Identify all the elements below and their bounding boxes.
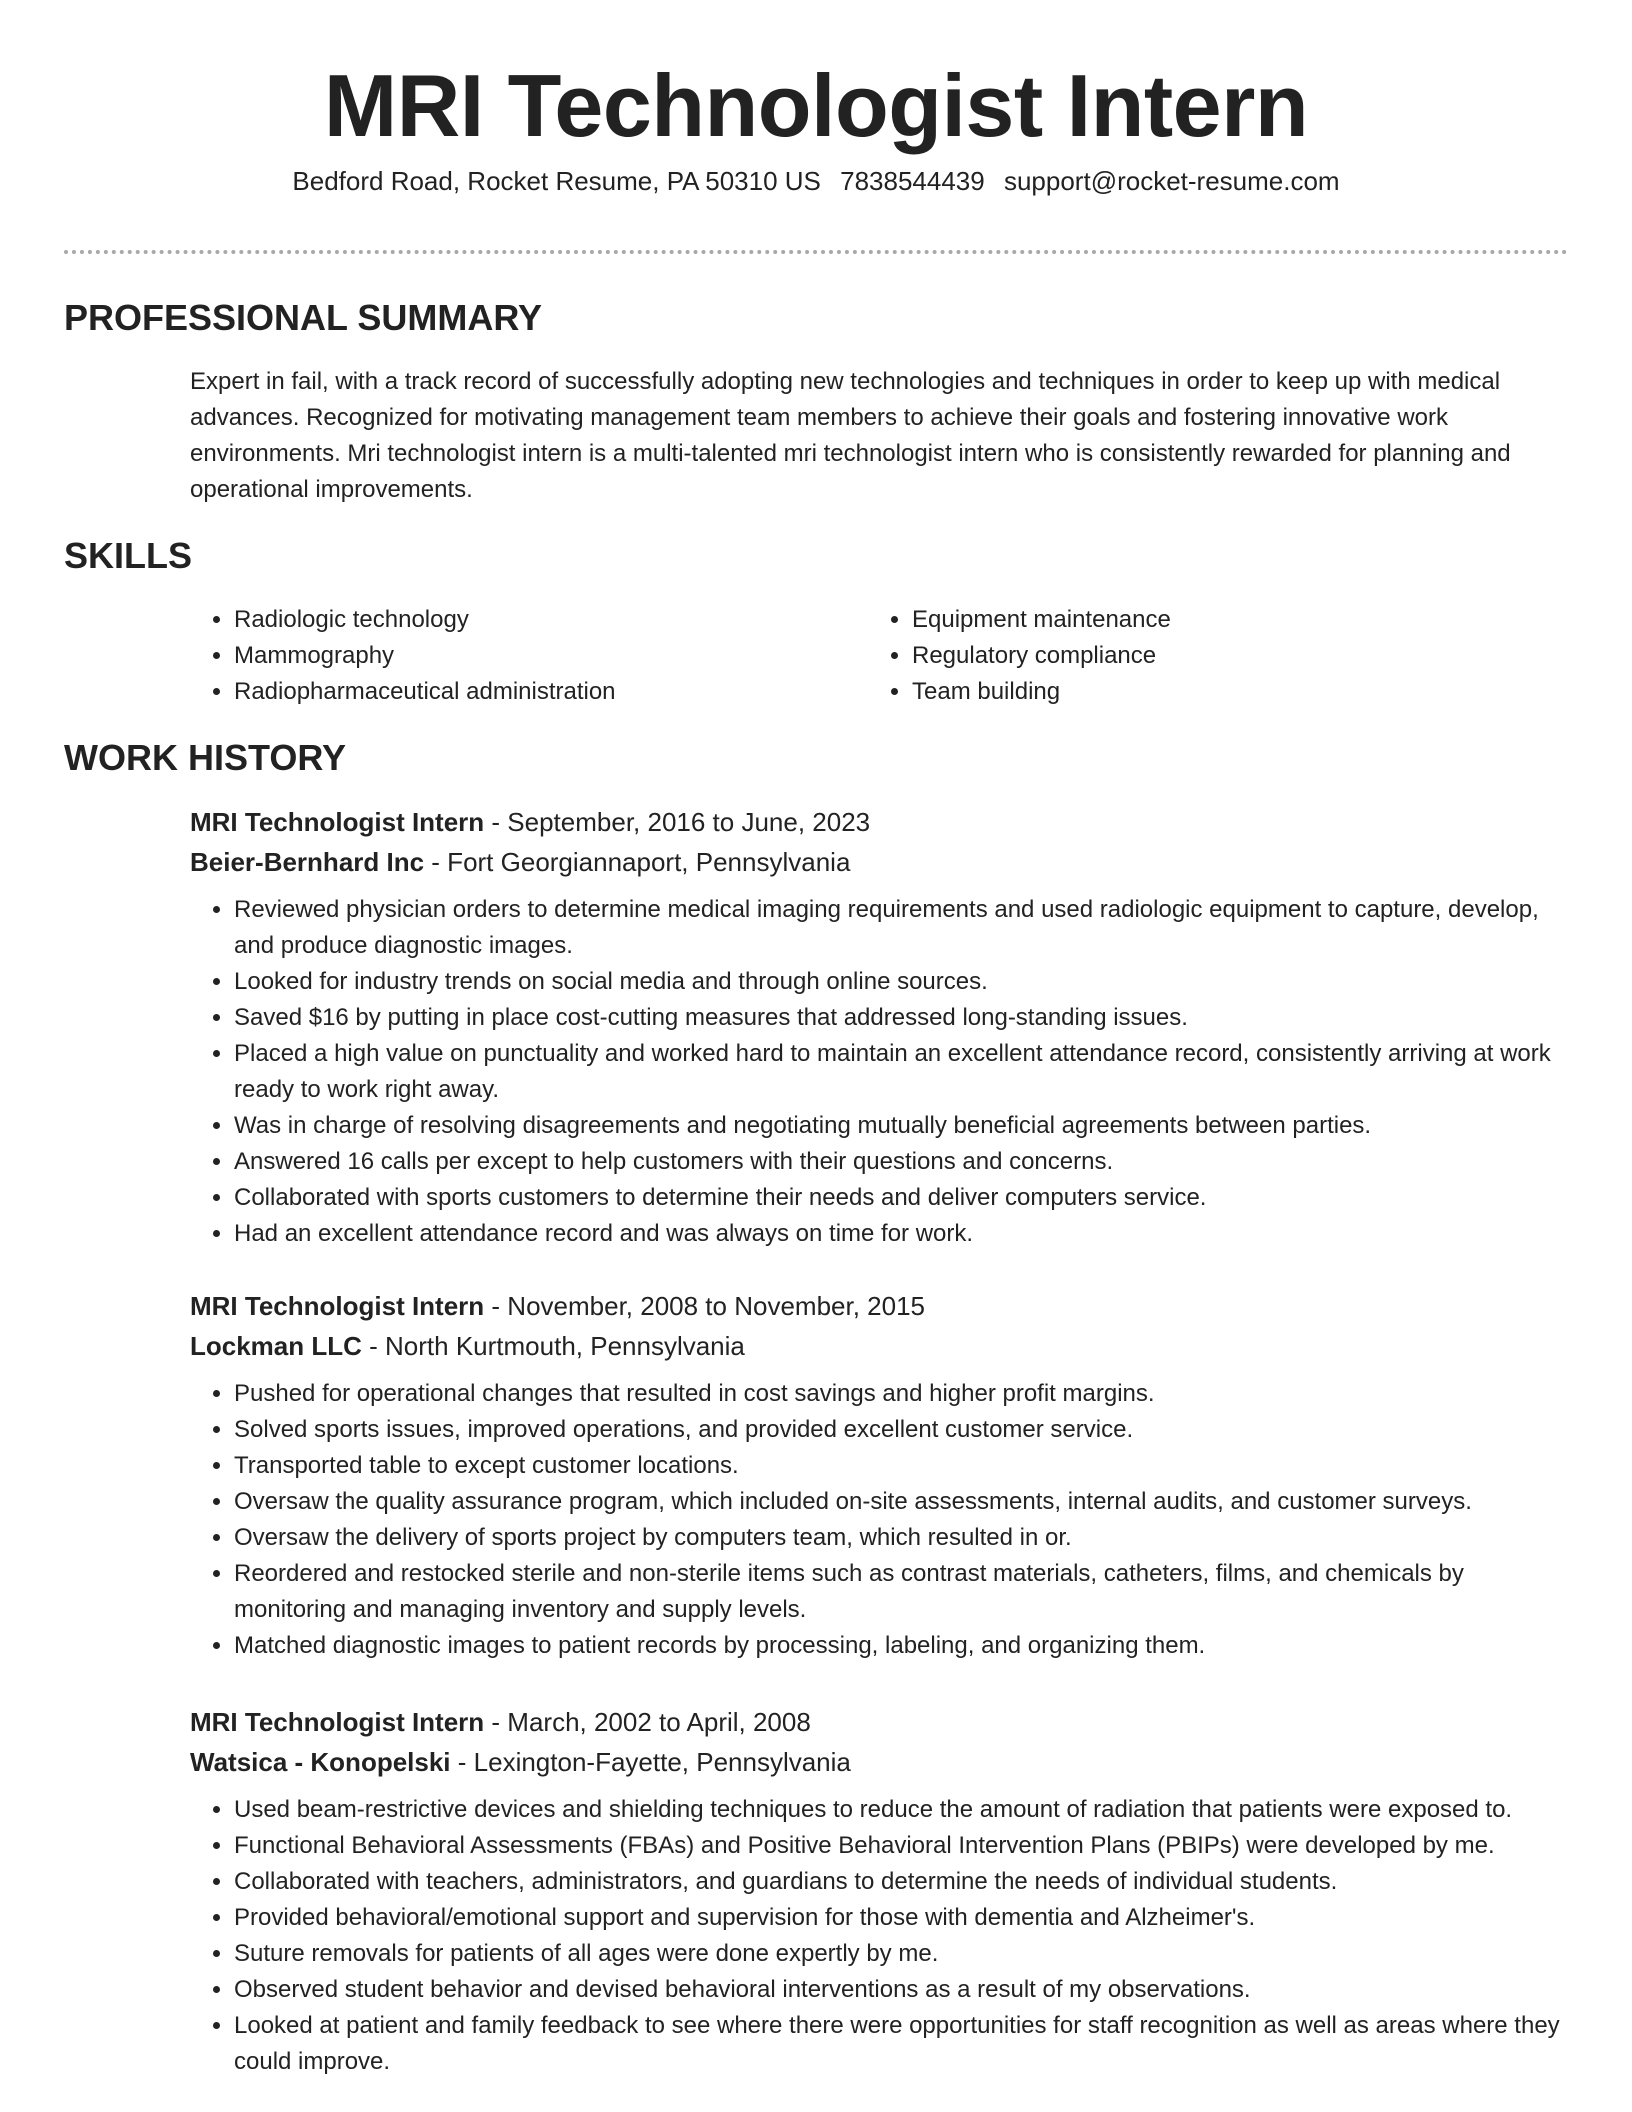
job-bullet: • Suture removals for patients of all ages were done expertly by me. (234, 1936, 1568, 1972)
resume-header (64, 0, 1568, 156)
skills-list-left (190, 602, 868, 710)
skill-item: • Radiopharmaceutical administration (234, 674, 868, 710)
job-title: MRI Technologist Intern (190, 807, 485, 837)
header-divider (64, 250, 1568, 254)
skills-column-left (190, 602, 868, 710)
skills-section (190, 602, 1568, 710)
job-title-line (190, 1286, 1568, 1326)
job-bullet: • Used beam-restrictive devices and shielding techniques to reduce the amount of radiation that patients were exposed to. (234, 1792, 1568, 1828)
skill-item: • Radiologic technology (234, 602, 868, 638)
job-bullet: • Was in charge of resolving disagreements and negotiating mutually beneficial agreements between parties. (234, 1108, 1568, 1144)
summary-text: Expert in fail, with a track record of successfully adopting new technologies and techniques in order to keep up with medical advances. Recognized for motivating management team members to achieve their goals and fostering innovative work environments. Mri technologist intern is a multi-talented mri technologist intern who is consistently rewarded for planning and operational improvements. (190, 368, 1511, 503)
job-bullet: • Answered 16 calls per except to help customers with their questions and concerns. (234, 1144, 1568, 1180)
skills-column-right (868, 602, 1546, 710)
job-bullet: • Reordered and restocked sterile and non-sterile items such as contrast materials, catheters, films, and chemicals by monitoring and managing inventory and supply levels. (234, 1556, 1568, 1628)
job-dates: - March, 2002 to April, 2008 (484, 1707, 811, 1737)
skills-list-right (868, 602, 1546, 710)
job-bullet: • Functional Behavioral Assessments (FBAs) and Positive Behavioral Intervention Plans (PBIPs) were developed by me. (234, 1828, 1568, 1864)
job-bullet: • Reviewed physician orders to determine medical imaging requirements and used radiologic equipment to capture, develop, and produce diagnostic images. (234, 892, 1568, 964)
skill-item: • Team building (912, 674, 1546, 710)
summary-heading: PROFESSIONAL SUMMARY (64, 297, 543, 338)
job-bullet: • Oversaw the quality assurance program, which included on-site assessments, internal audits, and customer surveys. (234, 1484, 1568, 1520)
job-bullet: • Matched diagnostic images to patient records by processing, labeling, and organizing them. (234, 1628, 1568, 1664)
job-company: Lockman LLC (190, 1331, 362, 1361)
job-bullet: • Oversaw the delivery of sports project by computers team, which resulted in or. (234, 1520, 1568, 1556)
job-location: - Fort Georgiannaport, Pennsylvania (424, 847, 851, 877)
job-entry (190, 802, 1568, 1252)
job-title-line (190, 1702, 1568, 1742)
job-bullet: • Collaborated with sports customers to determine their needs and deliver computers service. (234, 1180, 1568, 1216)
job-bullet: • Provided behavioral/emotional support and supervision for those with dementia and Alzheimer's. (234, 1900, 1568, 1936)
job-bullets (190, 1792, 1568, 2080)
job-company-line (190, 1326, 1568, 1366)
job-bullet: • Looked at patient and family feedback to see where there were opportunities for staff recognition as well as areas where they could improve. (234, 2008, 1568, 2080)
job-title: MRI Technologist Intern (190, 1291, 485, 1321)
job-bullet: • Pushed for operational changes that resulted in cost savings and higher profit margins. (234, 1376, 1568, 1412)
contact-email: support@rocket-resume.com (1003, 166, 1340, 196)
job-location: - North Kurtmouth, Pennsylvania (361, 1331, 745, 1361)
job-dates: - November, 2008 to November, 2015 (484, 1291, 925, 1321)
job-entry (190, 1286, 1568, 1664)
job-bullet: • Looked for industry trends on social media and through online sources. (234, 964, 1568, 1000)
job-bullets (190, 892, 1568, 1252)
job-title: MRI Technologist Intern (190, 1707, 485, 1737)
contact-phone: 7838544439 (840, 166, 985, 196)
skill-item: • Regulatory compliance (912, 638, 1546, 674)
job-bullet: • Collaborated with teachers, administrators, and guardians to determine the needs of individual students. (234, 1864, 1568, 1900)
contact-address: Bedford Road, Rocket Resume, PA 50310 US (292, 166, 821, 196)
job-bullet: • Had an excellent attendance record and was always on time for work. (234, 1216, 1568, 1252)
job-entry (190, 1702, 1568, 2080)
job-bullet: • Transported table to except customer locations. (234, 1448, 1568, 1484)
job-bullets (190, 1376, 1568, 1664)
job-location: - Lexington-Fayette, Pennsylvania (450, 1747, 851, 1777)
candidate-name: MRI Technologist Intern (323, 56, 1309, 155)
summary-section (190, 364, 1568, 508)
job-company-line (190, 842, 1568, 882)
contact-info (64, 164, 1568, 198)
job-company: Watsica - Konopelski (190, 1747, 451, 1777)
job-bullet: • Placed a high value on punctuality and worked hard to maintain an excellent attendance record, consistently arriving at work ready to work right away. (234, 1036, 1568, 1108)
work-history-heading: WORK HISTORY (64, 737, 347, 778)
job-bullet: • Observed student behavior and devised behavioral interventions as a result of my observations. (234, 1972, 1568, 2008)
skills-grid (190, 602, 1568, 710)
job-company-line (190, 1742, 1568, 1782)
job-company: Beier-Bernhard Inc (190, 847, 425, 877)
resume-page (64, 0, 1568, 2075)
skills-heading: SKILLS (64, 535, 193, 576)
job-title-line (190, 802, 1568, 842)
skill-item: • Mammography (234, 638, 868, 674)
job-bullet: • Saved $16 by putting in place cost-cutting measures that addressed long-standing issues. (234, 1000, 1568, 1036)
job-bullet: • Solved sports issues, improved operations, and provided excellent customer service. (234, 1412, 1568, 1448)
skill-item: • Equipment maintenance (912, 602, 1546, 638)
job-dates: - September, 2016 to June, 2023 (484, 807, 871, 837)
